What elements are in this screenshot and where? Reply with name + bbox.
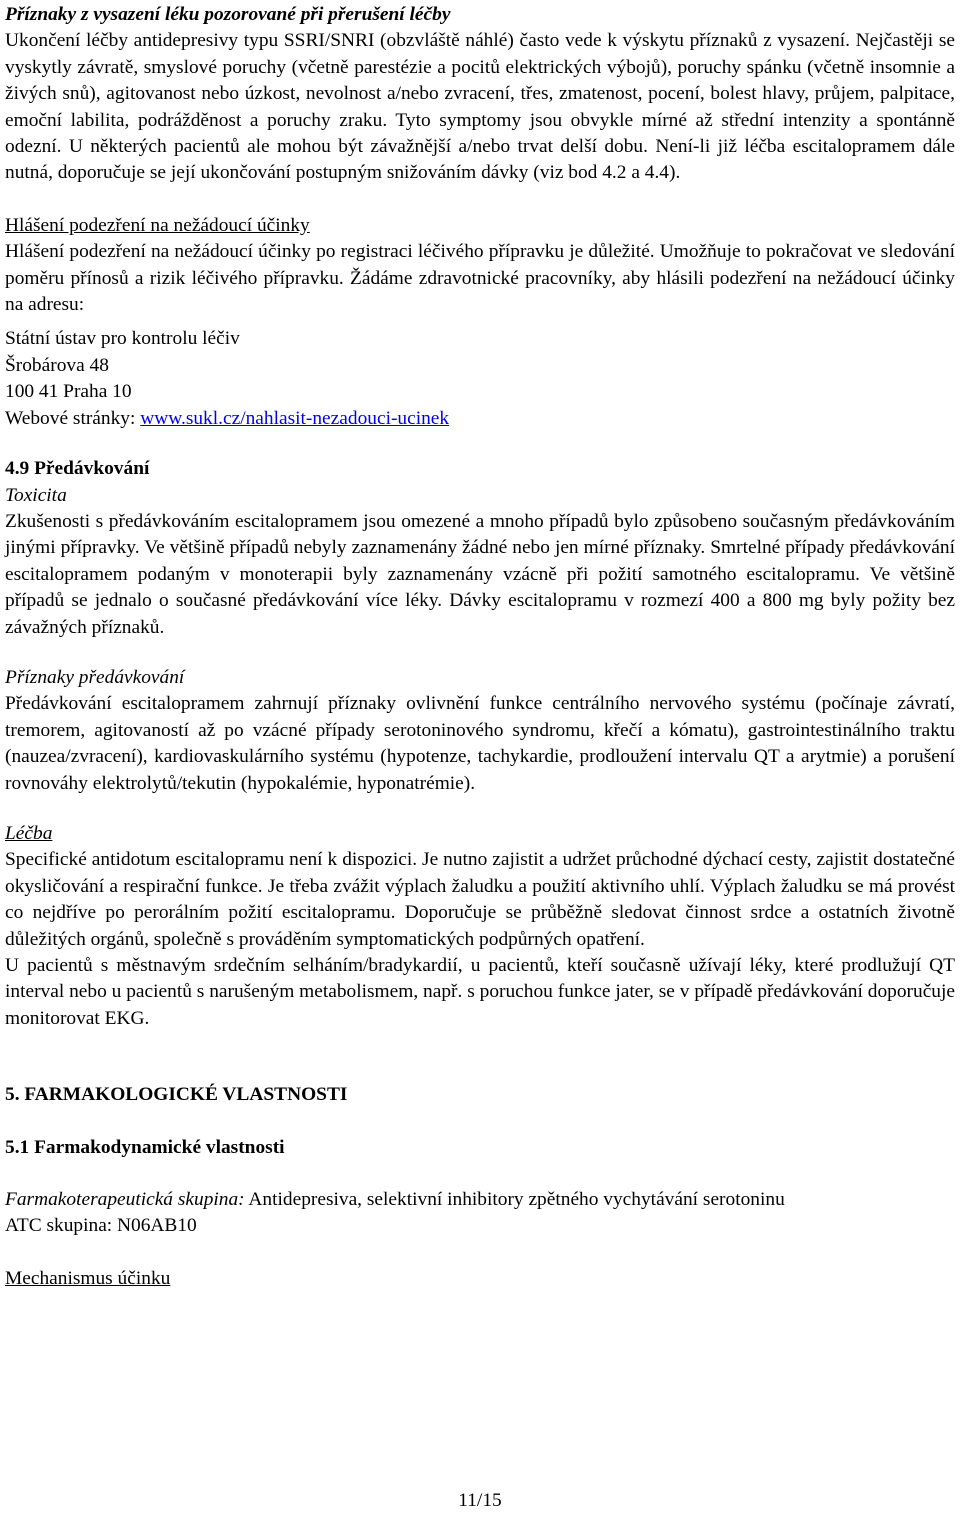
flow-treatment-heading: Léčba (5, 822, 53, 844)
document-flow (5, 2, 955, 1292)
flow-toxicity-body: Zkušenosti s předávkováním escitalopramem jsou omezené a mnoho případů bylo způsobeno současným předávkováním jinými přípravky. Ve většině případů nebyly zaznamenány žádné nebo jen mírné příznaky. Smrtelné případy předávkování escitalopramem podaným v monoterapii byly zaznamenány vzácně při požití samotného escitalopramu. Ve většině případů se jednalo o současné předávkování více léky. Dávky escitalopramu v rozmezí 400 a 800 mg byly požity bez závažných příznaků. (5, 510, 955, 638)
flow-pharmacology (5, 1082, 955, 1108)
flow-withdrawal (5, 2, 955, 187)
flow-pharmacology-heading: 5. FARMAKOLOGICKÉ VLASTNOSTI (5, 1084, 348, 1106)
flow-treatment (5, 821, 955, 1032)
flow-address-3: 100 41 Praha 10 (5, 381, 132, 403)
flow-web-label: Webové stránky: (5, 407, 141, 429)
flow-toxicity-subheading: Toxicita (5, 484, 67, 506)
flow-mechanism-heading: Mechanismus účinku (5, 1267, 171, 1289)
flow-treatment-body-1: Specifické antidotum escitalopramu není k dispozici. Je nutno zajistit a udržet průchodné dýchací cesty, zajistit dostatečné okysličování a respirační funkce. Je třeba zvážit výplach žaludku a použití aktivního uhlí. Výplach žaludku se má provést co nejdříve po perorálním požití escitalopramu. Doporučuje se průběžně sledovat činnost srdce a ostatních životně důležitých orgánů, společně s prováděním symptomatických podpůrných opatření. (5, 849, 955, 950)
flow-reporting-body: Hlášení podezření na nežádoucí účinky po registraci léčivého přípravku je důležité. Umožňuje to pokračovat ve sledování poměru přínosů a rizik léčivého přípravku. Žádáme zdravotnické pracovníky, aby hlásili podezření na nežádoucí účinky na adresu: (5, 241, 955, 316)
flow-address (5, 326, 955, 432)
flow-group-label: Farmakoterapeutická skupina: (5, 1189, 245, 1211)
flow-address-1: Státní ústav pro kontrolu léčiv (5, 328, 240, 350)
flow-pharmacodynamics-heading: 5.1 Farmakodynamické vlastnosti (5, 1136, 285, 1158)
flow-symptoms-heading: Příznaky předávkování (5, 666, 185, 688)
flow-address-web (5, 406, 955, 432)
flow-symptoms-body: Předávkování escitalopramem zahrnují příznaky ovlivnění funkce centrálního nervového systému (počínaje závratí, tremorem, agitovaností až po vzácné případy serotoninového syndromu, křečí a kómatu), gastrointestinálního traktu (nauzea/zvracení), kardiovaskulárního systému (hypotenze, tachykardie, prodloužení intervalu QT a arytmie) a porušení rovnováhy elektrolytů/tekutin (hypokalémie, hyponatrémie). (5, 693, 955, 794)
flow-reporting (5, 213, 955, 319)
flow-withdrawal-body: Ukončení léčby antidepresivy typu SSRI/SNRI (obzvláště náhlé) často vede k výskytu příznaků z vysazení. Nejčastěji se vyskytly závratě, smyslové poruchy (včetně parestézie a pocitů elektrických výbojů), poruchy spánku (včetně insomnie a živých snů), agitovanost nebo úzkost, nevolnost a/nebo zvracení, třes, zmatenost, pocení, bolest hlavy, průjem, palpitace, emoční labilita, podrážděnost a poruchy zraku. Tyto symptomy jsou obvykle mírné až střední intenzity a spontánně odezní. U některých pacientů ale mohou být závažnější a/nebo trvat delší dobu. Není-li již léčba escitalopramem dále nutná, doporučuje se její ukončování postupným snižováním dávky (viz bod 4.2 a 4.4). (5, 30, 955, 184)
flow-web-link[interactable]: www.sukl.cz/nahlasit-nezadouci-ucinek (140, 407, 450, 429)
flow-overdose (5, 456, 955, 641)
flow-mechanism (5, 1266, 955, 1292)
flow-treatment-body-2: U pacientů s městnavým srdečním selháním/bradykardií, u pacientů, kteří současně užívají léky, které prodlužují QT interval nebo u pacientů s narušeným metabolismem, např. s poruchou funkce jater, se v případě předávkování doporučuje monitorovat EKG. (5, 955, 955, 1029)
flow-group-line (5, 1187, 955, 1213)
flow-group (5, 1187, 955, 1240)
flow-address-2: Šrobárova 48 (5, 354, 109, 376)
flow-group-value: Antidepresiva, selektivní inhibitory zpětného vychytávání serotoninu (244, 1189, 785, 1211)
flow-overdose-heading: 4.9 Předávkování (5, 458, 150, 480)
page-number: 11/15 (458, 1490, 502, 1511)
flow-withdrawal-heading: Příznaky z vysazení léku pozorované při přerušení léčby (5, 4, 451, 25)
flow-reporting-heading: Hlášení podezření na nežádoucí účinky (5, 214, 310, 236)
flow-atc: ATC skupina: N06AB10 (5, 1215, 197, 1237)
flow-pharmacodynamics (5, 1135, 955, 1161)
flow-overdose-symptoms (5, 665, 955, 797)
